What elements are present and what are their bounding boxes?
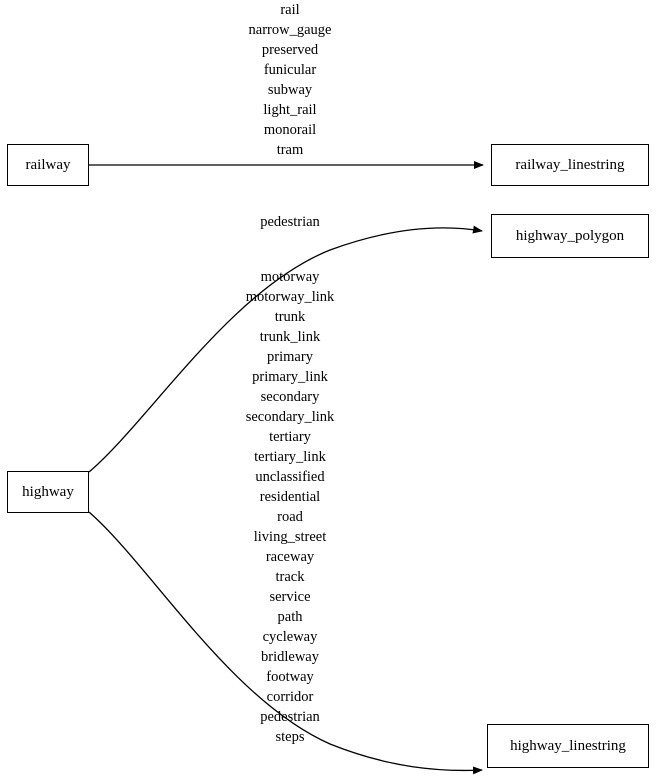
edge-label-line: primary <box>267 349 313 365</box>
edge-label-line: tertiary <box>269 429 311 445</box>
edge-label-line: motorway <box>260 269 320 285</box>
edge-label-line: primary_link <box>252 369 328 385</box>
edge-label-line: narrow_gauge <box>248 22 332 38</box>
edge-label-line: footway <box>266 669 314 685</box>
edge-label-line: light_rail <box>263 102 317 118</box>
edge-label-line: tram <box>276 142 304 158</box>
edge-label-line: secondary <box>260 389 320 405</box>
edge-label-line: raceway <box>265 549 315 565</box>
edge-label-line: preserved <box>261 42 319 58</box>
node-railway[interactable] <box>7 144 89 186</box>
node-highway[interactable] <box>7 471 89 513</box>
node-railway-label: railway <box>25 156 71 173</box>
edge-label-line: pedestrian <box>260 709 320 725</box>
edge-label-line: secondary_link <box>245 409 335 425</box>
edge-label-line: bridleway <box>261 649 319 665</box>
edge-label-line: corridor <box>266 689 314 705</box>
edge-label-line: cycleway <box>262 629 318 645</box>
edge-label-line: living_street <box>253 529 327 545</box>
edge-label-line: rail <box>280 2 300 18</box>
node-highway-linestring[interactable] <box>487 724 649 768</box>
node-highway-label: highway <box>22 483 74 500</box>
edge-label-line: unclassified <box>255 469 325 485</box>
edge-label-railway-to-railway-linestring <box>190 0 390 160</box>
edge-label-line: steps <box>275 729 305 745</box>
edge-label-line: residential <box>259 489 321 505</box>
edge-label-line: service <box>269 589 311 605</box>
edge-label-line: motorway_link <box>245 289 335 305</box>
edge-label-line: road <box>277 509 303 525</box>
edge-label-line: tertiary_link <box>254 449 326 465</box>
edge-label-line: funicular <box>263 62 317 78</box>
edge-label-line: path <box>277 609 303 625</box>
node-highway-linestring-label: highway_linestring <box>510 737 626 754</box>
node-highway-polygon-label: highway_polygon <box>515 227 625 244</box>
edge-label-highway-to-highway-linestring <box>190 267 390 747</box>
node-railway-linestring-label: railway_linestring <box>515 156 625 173</box>
edge-label-line: monorail <box>263 122 317 138</box>
edge-label-highway-to-highway-polygon <box>190 212 390 232</box>
edge-label-line: trunk <box>274 309 306 325</box>
edge-label-line: subway <box>267 82 313 98</box>
node-highway-polygon[interactable] <box>491 214 649 258</box>
edge-label-line: trunk_link <box>259 329 321 345</box>
node-railway-linestring[interactable] <box>491 144 649 186</box>
edge-label-line: pedestrian <box>260 214 320 230</box>
edge-label-line: track <box>275 569 305 585</box>
